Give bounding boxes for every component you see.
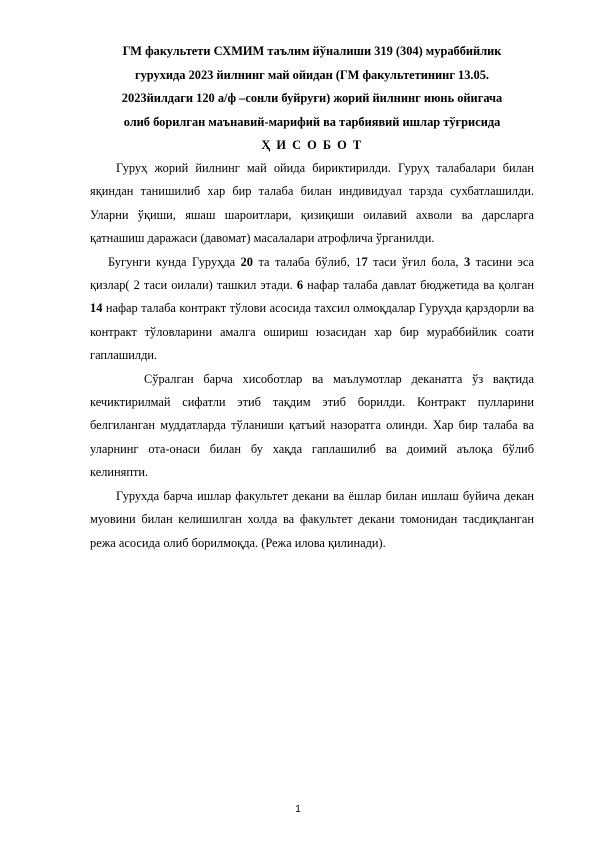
heading-line-1: ГМ факультети СХМИМ таълим йўналиши 319 (304) мураббийлик [122,44,502,58]
paragraph-intro [90,157,534,251]
text-segment: тасини эса қизлар( 2 таси оилали) ташкил этади. [90,254,535,293]
text-segment: та талаба бўлиб, 1 [253,254,362,269]
text-segment: Гуруҳ жорий йилнинг май ойида бириктирилди. Гуруҳ талабалари билан яқиндан танишилиб хар бир талаба билан индивидуал тарзда сухбатлашилди. Уларни ўқиши, яшаш шароитлари, қизиқиши оилавий ахволи ва дарсларга қатнашиш даражаси (давомат) масалалари атрофлича ўрганилди. [90,161,534,246]
text-segment: Гурухда барча ишлар факультет декани ва ёшлар билан ишлаш буйича декан муовини билан келишилган холда ва факультет декани томонидан тасдиқланган режа асосида олиб борилмоқда. (Режа илова қилинади). [90,488,534,550]
bold-number: 3 [463,254,471,269]
bold-number: 14 [90,301,103,316]
page-number: 1 [295,804,301,815]
text-segment: таси ўғил бола, [367,254,464,269]
bold-number: 7 [361,254,368,269]
document-page [90,40,534,555]
report-title: Ҳ И С О Б О Т [261,138,363,152]
bold-number: 6 [296,278,304,293]
text-segment: нафар талаба контракт тўлови асосида тахсил олмоқдалар Гуруҳда қарздорли ва контракт тўловларини амалга ошириш юзасидан хар бир мураббийлик соати гаплашилди. [90,301,534,363]
heading-line-3: 2023йилдаги 120 а/ф –сонли буйруғи) жорий йилнинг июнь ойигача [121,91,503,105]
text-segment: Бугунги кунда Гуруҳда [108,254,241,269]
paragraph-reports [90,368,534,485]
text-segment: нафар талаба давлат бюджетида ва қолган [303,278,534,293]
bold-number: 20 [240,254,253,269]
document-heading [90,40,534,134]
paragraph-group-stats [90,251,534,368]
paragraph-plan [90,485,534,555]
heading-line-4: олиб борилган маънавий-марифий ва тарбиявий ишлар тўғрисида [123,114,501,129]
heading-line-2: гурухида 2023 йилнинг май ойидан (ГМ факультетининг 13.05. [134,67,490,82]
text-segment: Сўралган барча хисоботлар ва маълумотлар деканатга ўз вақтида кечиктирилмай сифатли этиб тақдим этиб борилди. Контракт пулларини белгиланган муддатларда тўланиши қатъий назоратга олинди. Хар бир талаба ва уларнинг ота-онаси билан бу хақда гаплашилиб ва доимий аълоқа бўлиб келиняпти. [90,371,534,480]
